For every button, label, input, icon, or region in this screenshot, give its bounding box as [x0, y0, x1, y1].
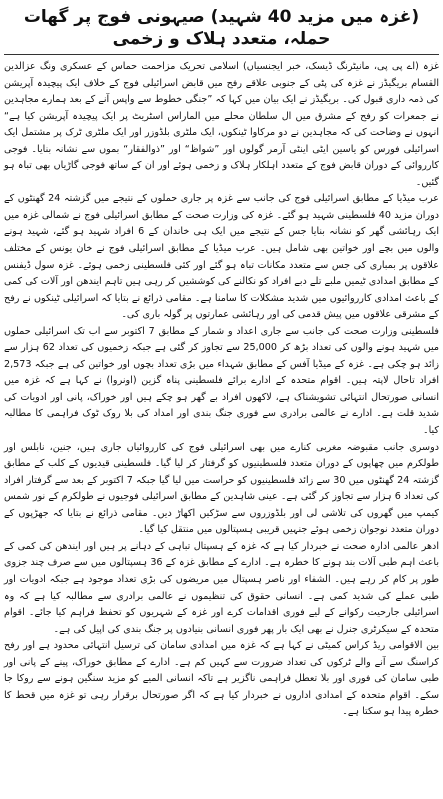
paragraph: عرب میڈیا کے مطابق اسرائیلی فوج کی جانب سے غزہ پر جاری حملوں کے نتیجے میں گزشتہ 24 گھنٹوں کے دوران مزید 40 فلسطینی شہید ہو گئے۔ غزہ کی وزارت صحت کے مطابق اسرائیلی فوج نے شمالی غزہ میں ایک رہائشی گھر کو نشانہ بنایا جس کے نتیجے میں ایک ہی خاندان کے 6 افراد شہید ہو گئے، شہید ہونے والوں میں بچے اور خواتین بھی شامل ہیں۔ عرب میڈیا کے مطابق اسرائیلی فوج نے خان یونس کے مختلف علاقوں پر بمباری کی جس سے متعدد مکانات تباہ ہو گئے اور کئی فلسطینی زخمی ہوئے۔ غزہ سول ڈیفنس کے مطابق امدادی ٹیمیں ملبے تلے دبے افراد کو نکالنے کی کوششیں کر رہی ہیں تاہم ایندھن اور آلات کی کمی کے باعث امدادی کارروائیوں میں شدید مشکلات کا سامنا ہے۔ مقامی ذرائع نے بتایا کہ اسرائیلی ٹینکوں نے رفح کے مشرقی علاقوں میں پیش قدمی کی اور رہائشی عمارتوں پر گولہ باری کی۔	[4, 193, 440, 321]
headline: (غزہ میں مزید 40 شہید) صیہونی فوج پر گھات حملہ، متعدد ہلاک و زخمی	[4, 4, 439, 55]
paragraph: فلسطینی وزارت صحت کی جانب سے جاری اعداد و شمار کے مطابق 7 اکتوبر سے اب تک اسرائیلی حملوں میں شہید ہونے والوں کی تعداد بڑھ کر 25,000 سے تجاوز کر گئی ہے جبکہ زخمیوں کی تعداد 62 ہزار سے زائد ہو چکی ہے۔ غزہ کے میڈیا آفس کے مطابق شہداء میں بڑی تعداد بچوں اور خواتین کی ہے جبکہ 2,573 افراد تاحال لاپتہ ہیں۔ اقوام متحدہ کے ادارے برائے فلسطینی پناہ گزین (اونروا) نے کہا ہے کہ غزہ میں انسانی صورتحال انتہائی تشویشناک ہے، لاکھوں افراد بے گھر ہو چکے ہیں اور خوراک، پانی اور ادویات کی شدید قلت ہے۔ ادارے نے عالمی برادری سے فوری جنگ بندی اور امداد کی بلا روک ٹوک فراہمی کا مطالبہ کیا۔	[4, 325, 439, 437]
article-body	[4, 59, 439, 721]
paragraph: ادھر عالمی ادارہ صحت نے خبردار کیا ہے کہ غزہ کے ہسپتال تباہی کے دہانے پر ہیں اور ایندھن کی کمی کے باعث اہم طبی آلات بند ہونے کا خطرہ ہے۔ ادارے کے مطابق غزہ کے 36 ہسپتالوں میں سے صرف چند جزوی طور پر کام کر رہے ہیں۔ الشفاء اور ناصر ہسپتال میں مریضوں کی بڑی تعداد موجود ہے جبکہ ادویات اور طبی عملے کی شدید کمی ہے۔ انسانی حقوق کی تنظیموں نے عالمی برادری سے مطالبہ کیا ہے کہ وہ اسرائیلی جارحیت رکوانے کے لیے فوری اقدامات کرے اور غزہ کے شہریوں کو تحفظ فراہم کیا جائے۔ اقوام متحدہ کے سیکرٹری جنرل نے بھی ایک بار پھر فوری انسانی بنیادوں پر جنگ بندی کی اپیل کی ہے۔	[4, 540, 439, 635]
paragraph: بین الاقوامی ریڈ کراس کمیٹی نے کہا ہے کہ غزہ میں امدادی سامان کی ترسیل انتہائی محدود ہے اور رفح کراسنگ سے آنے والے ٹرکوں کی تعداد ضرورت سے کہیں کم ہے۔ ادارے کے مطابق خوراک، پینے کے پانی اور طبی سامان کی فوری اور بلا تعطل فراہمی ناگزیر ہے تاکہ انسانی المیے کو مزید سنگین ہونے سے روکا جا سکے۔ اقوام متحدہ کے امدادی اداروں نے خبردار کیا ہے کہ اگر صورتحال برقرار رہی تو غزہ میں قحط کا خطرہ پیدا ہو سکتا ہے۔	[4, 640, 439, 718]
paragraph: غزہ (اے پی پی، مانیٹرنگ ڈیسک، خبر ایجنسیاں) اسلامی تحریک مزاحمت حماس کے عسکری ونگ عزالدین القسام بریگیڈز نے غزہ کی پٹی کے جنوبی علاقے رفح میں قابض اسرائیلی فوج کے خلاف ایک پیچیدہ آپریشن کی ذمہ داری قبول کی۔ بریگیڈز نے ایک بیان میں کہا کہ ”جنگی خطوط سے واپس آنے کے بعد ہمارے مجاہدین نے جمعرات کو رفح کے مشرق میں ال سلطان محلے میں الماراس اسٹریٹ پر ایک پیچیدہ آپریشن کیا ہے“ انہوں نے وضاحت کی کہ مجاہدین نے دو مرکاوا ٹینکوں، ایک ملٹری بلڈوزر اور ایک ملٹری ٹرک پر مشتمل ایک اسرائیلی فورس کو یاسین ایٹی اینٹی آرمر گولوں اور ”شواظ“ اور ”ذوالفقار“ بموں سے نشانہ بنایا۔ فوجی کارروائی کے دوران قابض فوج کے متعدد اہلکار ہلاک و زخمی ہوئے اور ان کے ساتھ فوجی گاڑیاں بھی تباہ ہو گئیں۔	[4, 61, 439, 188]
paragraph: دوسری جانب مقبوضہ مغربی کنارے میں بھی اسرائیلی فوج کی کارروائیاں جاری ہیں، جنین، نابلس اور طولکرم میں چھاپوں کے دوران متعدد فلسطینیوں کو گرفتار کر لیا گیا۔ فلسطینی قیدیوں کے کلب کے مطابق گزشتہ 24 گھنٹوں میں 30 سے زائد فلسطینیوں کو حراست میں لیا گیا جبکہ 7 اکتوبر کے بعد سے گرفتار افراد کی تعداد 6 ہزار سے تجاوز کر گئی ہے۔ عینی شاہدین کے مطابق اسرائیلی فوجیوں نے طولکرم کے نور شمس کیمپ میں گھروں کی تلاشی لی اور بلڈوزروں سے سڑکیں اکھاڑ دیں۔ مقامی ذرائع نے بتایا کہ جھڑپوں کے دوران متعدد نوجوان زخمی ہوئے جنہیں قریبی ہسپتالوں میں منتقل کیا گیا۔	[4, 441, 440, 536]
